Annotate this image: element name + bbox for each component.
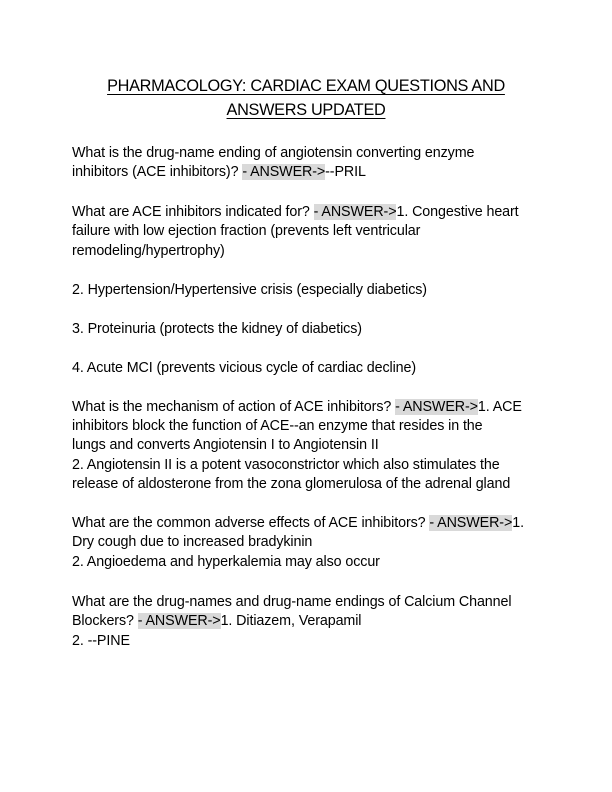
- q3-line-1: [72, 398, 522, 417]
- q5-line-1: What are the drug-names and drug-name endings of Calcium Channel: [72, 594, 512, 610]
- q2-line-2: failure with low ejection fraction (prevents left ventricular: [72, 223, 421, 239]
- title-line-1: PHARMACOLOGY: CARDIAC EXAM QUESTIONS AND: [107, 77, 505, 95]
- q3-text: What is the mechanism of action of ACE inhibitors?: [72, 399, 396, 415]
- q2-item-3: 3. Proteinuria (protects the kidney of diabetics): [72, 321, 362, 337]
- q3-line-4: 2. Angiotensin II is a potent vasoconstrictor which also stimulates the: [72, 457, 500, 473]
- q3-line-5: release of aldosterone from the zona glomerulosa of the adrenal gland: [72, 476, 511, 492]
- q3-answer: 1. ACE: [477, 399, 522, 415]
- q3-line-3: lungs and converts Angiotensin I to Angiotensin II: [72, 437, 379, 453]
- answer-marker: - ANSWER->: [429, 515, 513, 531]
- q2-line-3: remodeling/hypertrophy): [72, 243, 225, 259]
- q4-line-3: 2. Angioedema and hyperkalemia may also occur: [72, 554, 380, 570]
- q2-item-2: 2. Hypertension/Hypertensive crisis (especially diabetics): [72, 282, 427, 298]
- answer-marker: - ANSWER->: [242, 164, 326, 180]
- q1-line-2: [72, 163, 366, 182]
- q5-answer: 1. Ditiazem, Verapamil: [220, 613, 362, 629]
- q5-line-3: 2. --PINE: [72, 633, 130, 649]
- q1-answer: --PRIL: [325, 164, 366, 180]
- answer-marker: - ANSWER->: [137, 613, 221, 629]
- q2-text: What are ACE inhibitors indicated for?: [72, 204, 314, 220]
- q2-item-4: 4. Acute MCI (prevents vicious cycle of cardiac decline): [72, 360, 417, 376]
- q2-answer: 1. Congestive heart: [396, 204, 519, 220]
- q5-line-2: [72, 612, 361, 631]
- q1-text: inhibitors (ACE inhibitors)?: [72, 164, 243, 180]
- answer-marker: - ANSWER->: [395, 399, 478, 415]
- q4-answer: 1.: [512, 515, 524, 531]
- q2-line-1: [72, 203, 519, 222]
- q4-line-1: [72, 514, 524, 533]
- document-title: [60, 74, 552, 122]
- q5-text: Blockers?: [72, 613, 138, 629]
- q3-line-2: inhibitors block the function of ACE--an enzyme that resides in the: [72, 418, 483, 434]
- title-line-2: ANSWERS UPDATED: [226, 101, 386, 119]
- q4-line-2: Dry cough due to increased bradykinin: [72, 534, 313, 550]
- answer-marker: - ANSWER->: [313, 204, 397, 220]
- q1-line-1: What is the drug-name ending of angiotensin converting enzyme: [72, 145, 475, 161]
- q4-text: What are the common adverse effects of ACE inhibitors?: [72, 515, 430, 531]
